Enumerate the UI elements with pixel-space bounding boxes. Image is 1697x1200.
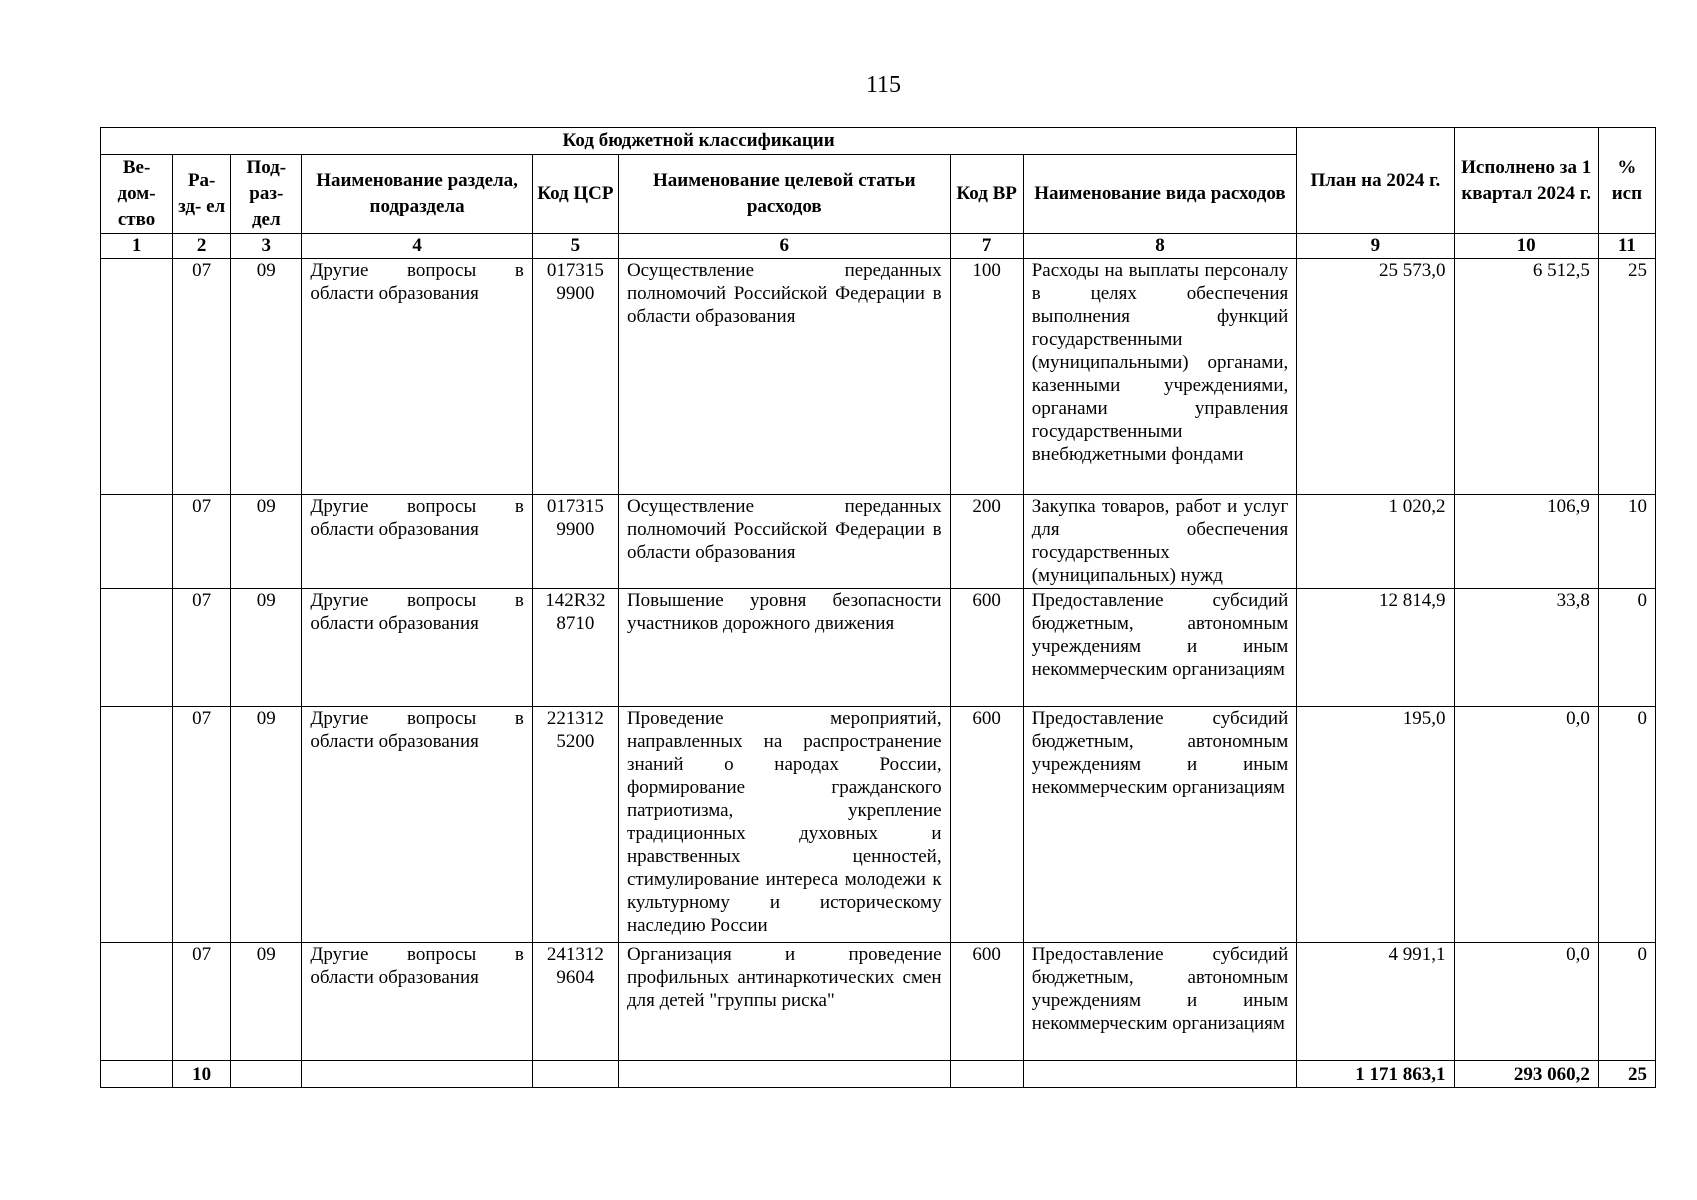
csr-code-cell: 142R32 8710 <box>532 589 618 707</box>
podrazdel-cell: 09 <box>231 943 302 1061</box>
razdel-cell: 07 <box>173 259 231 495</box>
target-cell: Организация и проведение профильных антинаркотических смен для детей "группы риска" <box>618 943 950 1061</box>
expense-cell: Предоставление субсидий бюджетным, автономным учреждениям и иным некоммерческим организациям <box>1023 707 1297 943</box>
executed-cell: 33,8 <box>1454 589 1598 707</box>
csr-code-header: Код ЦСР <box>532 155 618 234</box>
target-cell: Осуществление переданных полномочий Российской Федерации в области образования <box>618 259 950 495</box>
target-cell: Осуществление переданных полномочий Российской Федерации в области образования <box>618 495 950 589</box>
podrazdel-cell: 09 <box>231 495 302 589</box>
percent-cell: 10 <box>1598 495 1655 589</box>
executed-cell: 6 512,5 <box>1454 259 1598 495</box>
percent-cell: 0 <box>1598 707 1655 943</box>
razdel-cell: 07 <box>173 943 231 1061</box>
expense-cell: Расходы на выплаты персоналу в целях обеспечения выполнения функций государственными (муниципальными) органами, казенными учреждениями, органами управления государственными внебюджетными фондами <box>1023 259 1297 495</box>
executed-cell: 0,0 <box>1454 707 1598 943</box>
vr-code-cell: 600 <box>950 589 1023 707</box>
column-number: 5 <box>532 234 618 259</box>
total-razdel-cell: 10 <box>173 1061 231 1088</box>
podrazdel-cell: 09 <box>231 589 302 707</box>
expense-cell: Закупка товаров, работ и услуг для обеспечения государственных (муниципальных) нужд <box>1023 495 1297 589</box>
budget-classification-header: Код бюджетной классификации <box>101 128 1297 155</box>
column-number: 10 <box>1454 234 1598 259</box>
page-number: 115 <box>865 72 902 98</box>
expense-cell: Предоставление субсидий бюджетным, автономным учреждениям и иным некоммерческим организациям <box>1023 943 1297 1061</box>
podrazdel-cell: 09 <box>231 259 302 495</box>
total-empty-cell <box>101 1061 173 1088</box>
total-empty-cell <box>231 1061 302 1088</box>
razdel-cell: 07 <box>173 495 231 589</box>
total-row <box>101 1061 1656 1088</box>
total-empty-cell <box>532 1061 618 1088</box>
plan-header: План на 2024 г. <box>1297 128 1454 234</box>
executed-cell: 0,0 <box>1454 943 1598 1061</box>
target-cell: Повышение уровня безопасности участников дорожного движения <box>618 589 950 707</box>
vedomstvo-cell <box>101 495 173 589</box>
plan-cell: 1 020,2 <box>1297 495 1454 589</box>
total-empty-cell <box>1023 1061 1297 1088</box>
vr-code-cell: 100 <box>950 259 1023 495</box>
section-cell: Другие вопросы в области образования <box>302 259 532 495</box>
vr-code-header: Код ВР <box>950 155 1023 234</box>
table-row <box>101 259 1656 495</box>
expense-cell: Предоставление субсидий бюджетным, автономным учреждениям и иным некоммерческим организациям <box>1023 589 1297 707</box>
percent-header: % исп <box>1598 128 1655 234</box>
executed-cell: 106,9 <box>1454 495 1598 589</box>
budget-table <box>100 127 1656 1088</box>
razdel-header: Ра- зд- ел <box>173 155 231 234</box>
total-empty-cell <box>618 1061 950 1088</box>
percent-cell: 0 <box>1598 943 1655 1061</box>
table-row <box>101 707 1656 943</box>
total-percent-cell: 25 <box>1598 1061 1655 1088</box>
csr-code-cell: 017315 9900 <box>532 495 618 589</box>
vr-code-cell: 600 <box>950 707 1023 943</box>
column-number: 2 <box>173 234 231 259</box>
table-row <box>101 943 1656 1061</box>
podrazdel-header: Под- раз- дел <box>231 155 302 234</box>
column-number: 8 <box>1023 234 1297 259</box>
table-row <box>101 589 1656 707</box>
total-empty-cell <box>950 1061 1023 1088</box>
vedomstvo-cell <box>101 707 173 943</box>
vedomstvo-cell <box>101 943 173 1061</box>
column-number: 4 <box>302 234 532 259</box>
total-plan-cell: 1 171 863,1 <box>1297 1061 1454 1088</box>
section-cell: Другие вопросы в области образования <box>302 495 532 589</box>
column-number: 11 <box>1598 234 1655 259</box>
table-row <box>101 495 1656 589</box>
section-cell: Другие вопросы в области образования <box>302 589 532 707</box>
column-number: 7 <box>950 234 1023 259</box>
column-number: 1 <box>101 234 173 259</box>
executed-header: Исполнено за 1 квартал 2024 г. <box>1454 128 1598 234</box>
column-number: 6 <box>618 234 950 259</box>
vedomstvo-header: Ве- дом- ство <box>101 155 173 234</box>
total-empty-cell <box>302 1061 532 1088</box>
target-name-header: Наименование целевой статьи расходов <box>618 155 950 234</box>
razdel-cell: 07 <box>173 589 231 707</box>
podrazdel-cell: 09 <box>231 707 302 943</box>
expense-type-header: Наименование вида расходов <box>1023 155 1297 234</box>
vedomstvo-cell <box>101 589 173 707</box>
plan-cell: 195,0 <box>1297 707 1454 943</box>
column-number: 3 <box>231 234 302 259</box>
csr-code-cell: 017315 9900 <box>532 259 618 495</box>
csr-code-cell: 221312 5200 <box>532 707 618 943</box>
section-cell: Другие вопросы в области образования <box>302 943 532 1061</box>
percent-cell: 0 <box>1598 589 1655 707</box>
plan-cell: 4 991,1 <box>1297 943 1454 1061</box>
column-number: 9 <box>1297 234 1454 259</box>
plan-cell: 25 573,0 <box>1297 259 1454 495</box>
plan-cell: 12 814,9 <box>1297 589 1454 707</box>
section-cell: Другие вопросы в области образования <box>302 707 532 943</box>
target-cell: Проведение мероприятий, направленных на распространение знаний о народах России, формирование гражданского патриотизма, укрепление традиционных духовных и нравственных ценностей, стимулирование интереса молодежи к культурному и историческому наследию России <box>618 707 950 943</box>
total-executed-cell: 293 060,2 <box>1454 1061 1598 1088</box>
vedomstvo-cell <box>101 259 173 495</box>
vr-code-cell: 200 <box>950 495 1023 589</box>
razdel-cell: 07 <box>173 707 231 943</box>
section-name-header: Наименование раздела, подраздела <box>302 155 532 234</box>
vr-code-cell: 600 <box>950 943 1023 1061</box>
percent-cell: 25 <box>1598 259 1655 495</box>
csr-code-cell: 241312 9604 <box>532 943 618 1061</box>
